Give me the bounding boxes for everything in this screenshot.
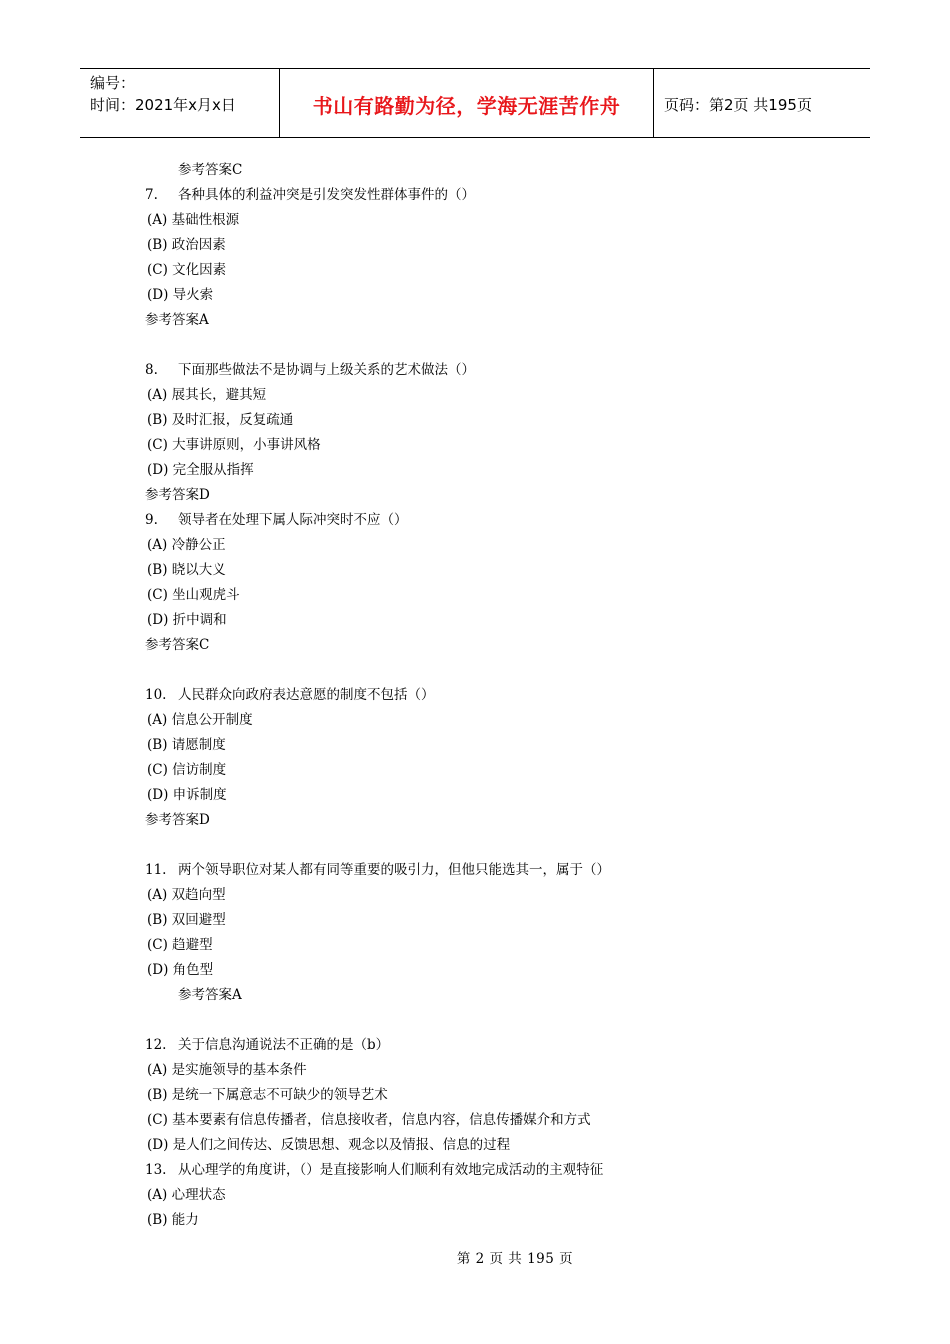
time-label: 时间：2021年x月x日 (90, 96, 236, 114)
spacer (145, 833, 845, 858)
page-header (80, 68, 870, 138)
answer-option: (B) 请愿制度 (147, 737, 226, 753)
answer-option: (D) 导火索 (147, 287, 214, 303)
spacer (145, 1008, 845, 1033)
question-text: 从心理学的角度讲，（）是直接影响人们顺利有效地完成活动的主观特征 (178, 1162, 604, 1178)
question-number: 7. (145, 187, 158, 203)
question-stem (145, 183, 845, 208)
question-number: 12. (145, 1037, 167, 1053)
question-text: 下面那些做法不是协调与上级关系的艺术做法（） (178, 362, 475, 378)
question-text: 关于信息沟通说法不正确的是（b） (178, 1037, 390, 1053)
answer-option: (A) 是实施领导的基本条件 (147, 1062, 307, 1078)
question-number: 9. (145, 512, 158, 528)
question-text: 两个领导职位对某人都有同等重要的吸引力，但他只能选其一，属于（） (178, 862, 610, 878)
reference-answer: 参考答案D (145, 812, 210, 828)
question-stem (145, 508, 845, 533)
question-stem (145, 1158, 845, 1183)
answer-option: (A) 心理状态 (147, 1187, 226, 1203)
answer-option: (A) 展其长，避其短 (147, 387, 267, 403)
answer-option: (C) 大事讲原则，小事讲风格 (147, 437, 321, 453)
question-stem (145, 683, 845, 708)
question-text: 领导者在处理下属人际冲突时不应（） (178, 512, 408, 528)
answer-option: (B) 能力 (147, 1212, 199, 1228)
answer-option: (A) 信息公开制度 (147, 712, 253, 728)
question-text: 各种具体的利益冲突是引发突发性群体事件的（） (178, 187, 475, 203)
reference-answer: 参考答案C (145, 637, 210, 653)
header-meta (80, 69, 280, 137)
answer-option: (B) 政治因素 (147, 237, 226, 253)
reference-answer: 参考答案D (145, 487, 210, 503)
question-stem (145, 1033, 845, 1058)
answer-option: (B) 晓以大义 (147, 562, 226, 578)
header-motto: 书山有路勤为径，学海无涯苦作舟 (280, 69, 654, 137)
question-number: 11. (145, 862, 167, 878)
answer-option: (A) 基础性根源 (147, 212, 240, 228)
question-stem (145, 358, 845, 383)
reference-answer: 参考答案A (178, 987, 242, 1003)
question-list (145, 158, 845, 1233)
answer-option: (D) 是人们之间传达、反馈思想、观念以及情报、信息的过程 (147, 1137, 511, 1153)
reference-answer: 参考答案C (178, 162, 243, 178)
answer-option: (C) 趋避型 (147, 937, 213, 953)
answer-option: (C) 坐山观虎斗 (147, 587, 240, 603)
answer-option: (A) 冷静公正 (147, 537, 226, 553)
answer-option: (A) 双趋向型 (147, 887, 226, 903)
question-stem (145, 858, 845, 883)
spacer (145, 658, 845, 683)
spacer (145, 333, 845, 358)
question-text: 人民群众向政府表达意愿的制度不包括（） (178, 687, 435, 703)
answer-option: (B) 是统一下属意志不可缺少的领导艺术 (147, 1087, 388, 1103)
header-page-info: 页码：第2页 共195页 (664, 95, 812, 114)
answer-option: (C) 信访制度 (147, 762, 227, 778)
answer-option: (C) 文化因素 (147, 262, 227, 278)
answer-option: (D) 完全服从指挥 (147, 462, 254, 478)
question-number: 8. (145, 362, 158, 378)
answer-option: (B) 及时汇报，反复疏通 (147, 412, 294, 428)
answer-option: (C) 基本要素有信息传播者，信息接收者，信息内容，信息传播媒介和方式 (147, 1112, 591, 1128)
answer-option: (D) 申诉制度 (147, 787, 227, 803)
answer-option: (B) 双回避型 (147, 912, 226, 928)
answer-option: (D) 折中调和 (147, 612, 227, 628)
reference-answer: 参考答案A (145, 312, 209, 328)
question-number: 10. (145, 687, 167, 703)
number-label: 编号： (90, 74, 136, 92)
answer-option: (D) 角色型 (147, 962, 214, 978)
page-footer: 第 2 页 共 195 页 (456, 1251, 574, 1267)
question-number: 13. (145, 1162, 167, 1178)
